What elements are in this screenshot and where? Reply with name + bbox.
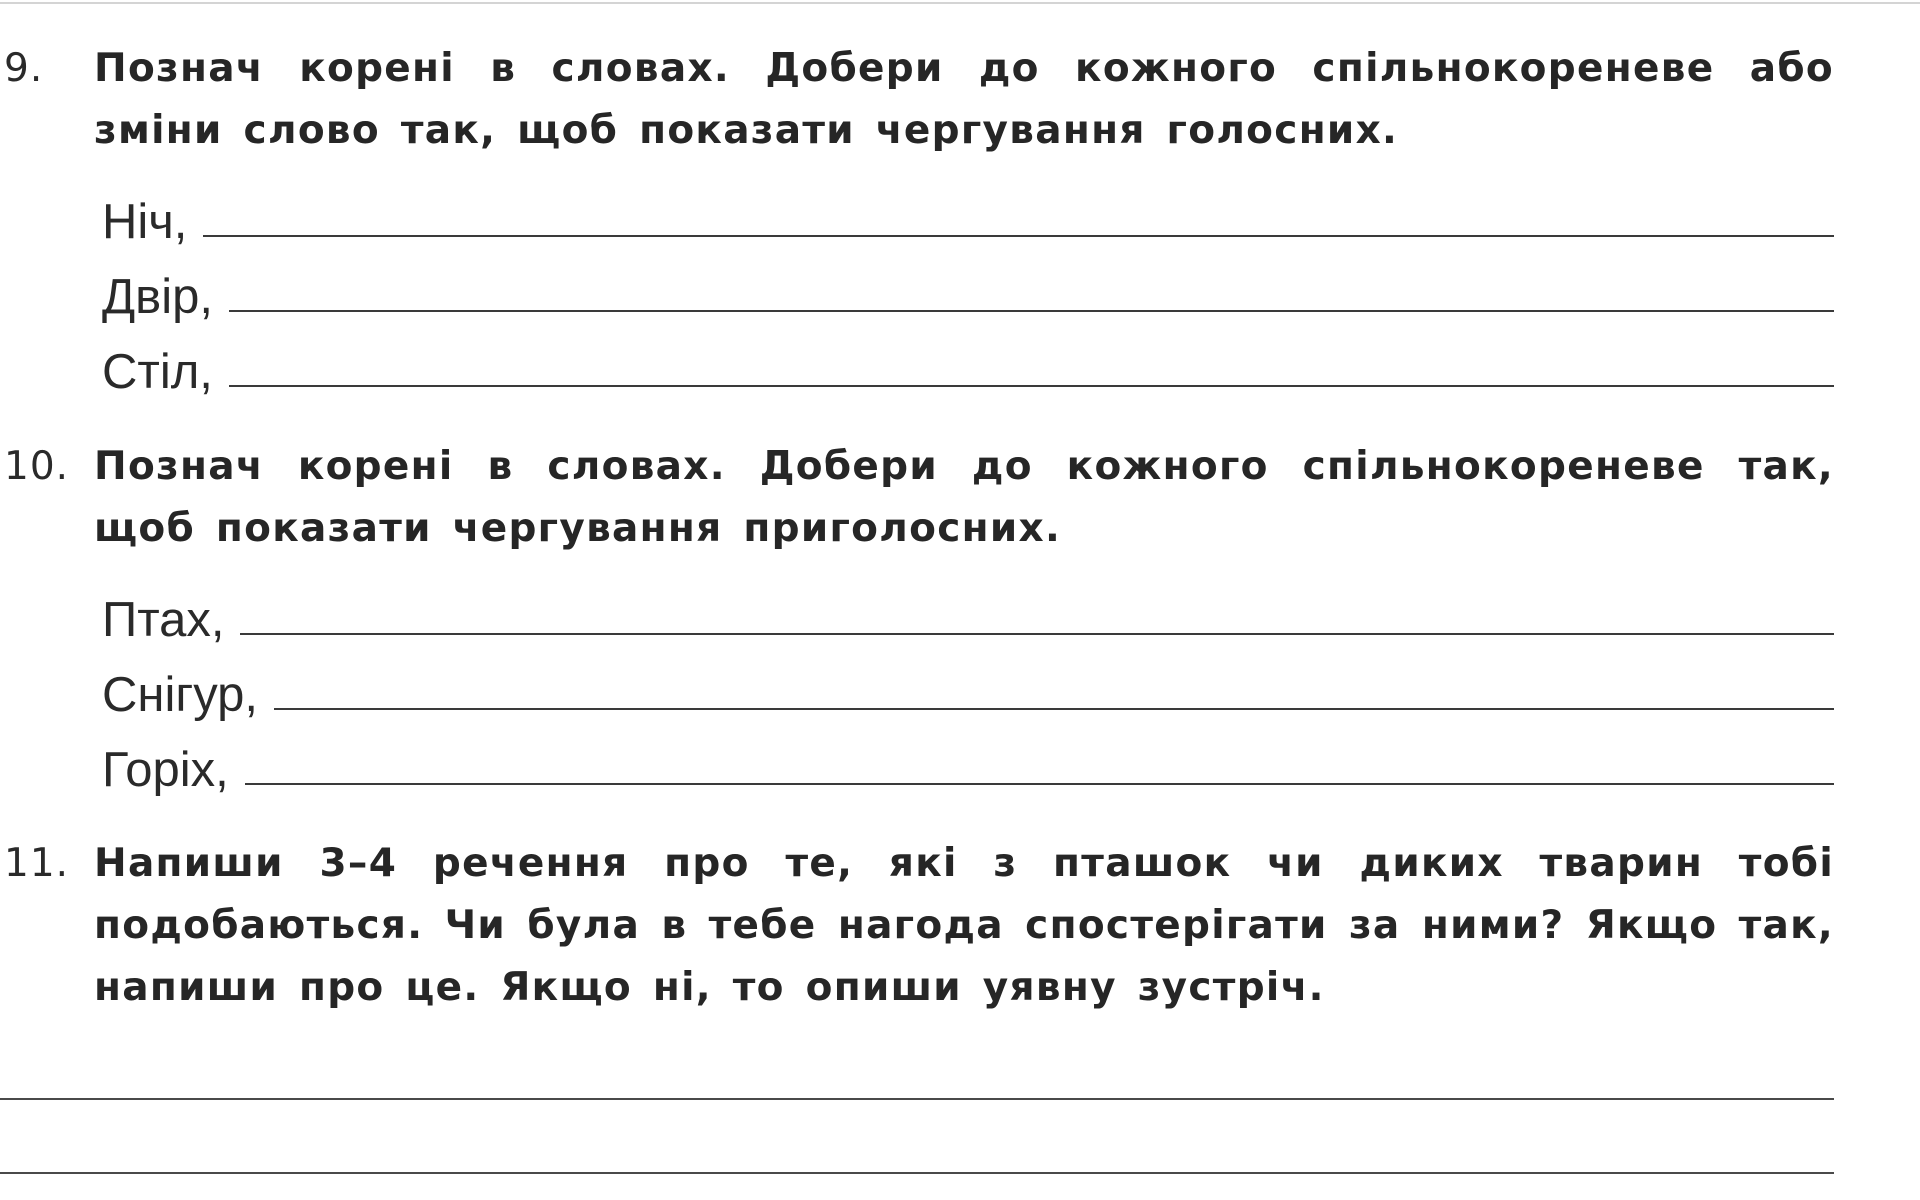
answer-row-horikh [0, 724, 1834, 799]
answer-word-nich: Ніч, [102, 195, 188, 249]
answer-row-nich [0, 176, 1834, 251]
answer-blank-horikh[interactable] [245, 783, 1834, 785]
answer-word-ptakh: Птах, [102, 593, 225, 647]
answer-row-stil [0, 326, 1834, 401]
answer-blank-nich[interactable] [203, 235, 1834, 237]
task-10 [0, 436, 1834, 799]
answer-row-snihur [0, 649, 1834, 724]
answer-blank-dvir[interactable] [229, 310, 1834, 312]
task-9-text: Познач корені в словах. Добери до кожного спільнокореневе або зміни слово так, щоб показати чергування голосних. [94, 46, 1834, 153]
task-11 [0, 833, 1834, 1019]
answer-word-snihur: Снігур, [102, 668, 259, 722]
task-10-instruction [0, 436, 1834, 560]
answer-row-dvir [0, 251, 1834, 326]
answer-blank-snihur[interactable] [274, 708, 1834, 710]
task-11-instruction [0, 833, 1834, 1019]
task-10-text: Познач корені в словах. Добери до кожного спільнокореневе так, щоб показати чергування приголосних. [94, 444, 1834, 551]
answer-word-dvir: Двір, [102, 270, 213, 324]
task-9 [0, 38, 1834, 401]
task-9-answers [0, 176, 1834, 401]
task-10-number: 10. [4, 444, 70, 489]
task-10-answers [0, 574, 1834, 799]
answer-word-stil: Стіл, [102, 345, 213, 399]
writing-line[interactable] [0, 1098, 1834, 1100]
top-divider [0, 2, 1920, 4]
task-9-instruction [0, 38, 1834, 162]
answer-row-ptakh [0, 574, 1834, 649]
answer-blank-ptakh[interactable] [240, 633, 1834, 635]
task-11-text: Напиши 3–4 речення про те, які з пташок чи диких тварин тобі подобаються. Чи була в тебе нагода спостерігати за ними? Якщо так, напиши про це. Якщо ні, то опиши уявну зустріч. [94, 841, 1834, 1010]
task-9-number: 9. [4, 46, 44, 91]
writing-line[interactable] [0, 1172, 1834, 1174]
task-11-number: 11. [4, 841, 70, 886]
answer-word-horikh: Горіх, [102, 743, 229, 797]
answer-blank-stil[interactable] [229, 385, 1834, 387]
